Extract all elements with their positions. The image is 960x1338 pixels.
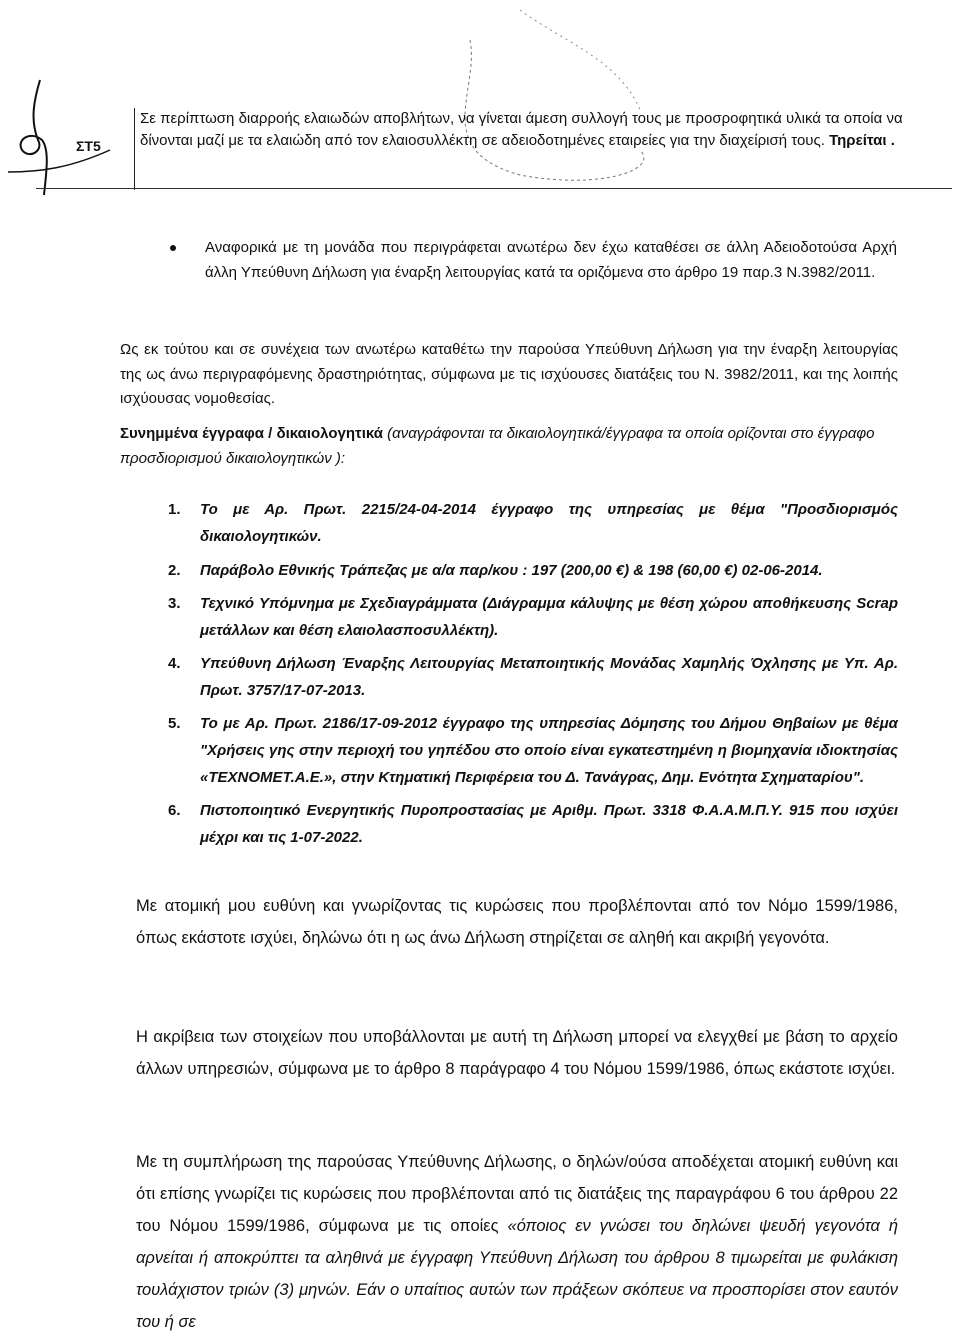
list-item [168,797,898,851]
list-item-number: 4. [168,655,181,672]
list-item-text: Υπεύθυνη Δήλωση Έναρξης Λειτουργίας Μεταποιητικής Μονάδας Χαμηλής Όχλησης με Υπ. Αρ. Πρωτ. 3757/17-07-2013. [200,655,898,699]
list-item-number: 6. [168,802,181,819]
list-item-number: 2. [168,562,181,579]
list-item-text: Πιστοποιητικό Ενεργητικής Πυροπροστασίας με Αριθμ. Πρωτ. 3318 Φ.Α.Α.Μ.Π.Υ. 915 που ισχύει μέχρι και τις 1-07-2022. [200,802,898,846]
bullet-text: Αναφορικά με τη μονάδα που περιγράφεται ανωτέρω δεν έχω καταθέσει σε άλλη Αδειοδοτούσα Αρχή άλλη Υπεύθυνη Δήλωση για έναρξη λειτουργίας κατά τα οριζόμενα στο άρθρο 19 παρ.3 Ν.3982/2011. [205,239,897,281]
section-code: ΣΤ5 [76,138,101,154]
table-divider [134,108,135,190]
header-status: Τηρείται . [829,132,895,149]
closing-paragraph-3-text: Με τη συμπλήρωση της παρούσας Υπεύθυνης Δήλωσης, ο δηλών/ούσα αποδέχεται ατομική ευθύνη και ότι επίσης γνωρίζει τις κυρώσεις που προβλέπονται από τις διατάξεις της παραγράφου 6 του άρθρου 22 του Νόμου 1599/1986, σύμφωνα με τις οποίες [136,1153,898,1235]
list-item-text: Τεχνικό Υπόμνημα με Σχεδιαγράμματα (Διάγραμμα κάλυψης με θέση χώρου αποθήκευσης Scrap μετάλλων και θέση ελαιολασποσυλλέκτη). [200,595,898,639]
list-item-number: 3. [168,595,181,612]
list-item [168,710,898,791]
header-text-body: Σε περίπτωση διαρροής ελαιωδών αποβλήτων, να γίνεται άμεση συλλογή τους με προσροφητικά υλικά τα οποία να δίνονται μαζί με τα ελαιώδη από τον ελαιοσυλλέκτη σε αδειοδοτημένες εταιρείες για την διαχείρισή τους. [140,110,903,149]
list-item [168,590,898,644]
attachments-list [168,496,898,851]
closing-paragraph-3-quote: «όποιος εν γνώσει του δηλώνει ψευδή γεγονότα ή αρνείται ή αποκρύπτει τα αληθινά με έγγραφη Υπεύθυνη Δήλωση του άρθρου 8 τιμωρείται με φυλάκιση τουλάχιστον τριών (3) μηνών. Εάν ο υπαίτιος αυτών των πράξεων σκόπευε να προσπορίσει στον εαυτόν του ή σε [136,1217,898,1331]
list-item [168,557,898,584]
list-item-text: Το με Αρ. Πρωτ. 2215/24-04-2014 έγγραφο της υπηρεσίας με θέμα "Προσδιορισμός δικαιολογητικών. [200,501,898,545]
list-item [168,496,898,550]
header-row [36,108,952,190]
declaration-paragraph: Ως εκ τούτου και σε συνέχεια των ανωτέρω καταθέτω την παρούσα Υπεύθυνη Δήλωση για την έναρξη λειτουργίας της ως άνω περιγραφόμενης δραστηριότητας, σύμφωνα με τις ισχύουσες διατάξεις του Ν. 3982/2011, και της λοιπής ισχύουσας νομοθεσίας. [120,341,898,407]
list-item-text: Το με Αρ. Πρωτ. 2186/17-09-2012 έγγραφο της υπηρεσίας Δόμησης του Δήμου Θηβαίων με θέμα "Χρήσεις γης στην περιοχή του γηπέδου στο οποίο είναι εγκατεστημένη η βιομηχανία ιδιοκτησίας «ΤΕΧΝΟΜΕΤ.Α.Ε.», στην Κτηματική Περιφέρεια του Δ. Τανάγρας, Δημ. Ενότητα Σχηματαρίου". [200,715,898,786]
attachments-heading [120,422,898,471]
list-item-number: 5. [168,715,181,732]
bullet-icon [170,245,176,251]
closing-paragraph-1: Με ατομική μου ευθύνη και γνωρίζοντας τις κυρώσεις που προβλέπονται από τον Νόμο 1599/1986, όπως εκάστοτε ισχύει, δηλώνω ότι η ως άνω Δήλωση στηρίζεται σε αληθή και ακριβή γεγονότα. [136,897,898,947]
list-item [168,650,898,704]
header-text [140,108,952,152]
list-item-text: Παράβολο Εθνικής Τράπεζας με α/α παρ/κου : 197 (200,00 €) & 198 (60,00 €) 02-06-2014. [200,562,823,579]
closing-paragraph-2: Η ακρίβεια των στοιχείων που υποβάλλονται με αυτή τη Δήλωση μπορεί να ελεγχθεί με βάση το αρχείο άλλων υπηρεσιών, σύμφωνα με το άρθρο 8 παράγραφο 4 του Νόμου 1599/1986, όπως εκάστοτε ισχύει. [136,1028,898,1078]
table-bottom-line [36,188,952,189]
attachments-title: Συνημμένα έγγραφα / δικαιολογητικά [120,425,383,442]
closing-paragraph-3 [136,1146,898,1338]
list-item-number: 1. [168,501,181,518]
attachments-note: (αναγράφονται τα δικαιολογητικά/έγγραφα τα οποία ορίζονται στο έγγραφο προσδιορισμού δικαιολογητικών ): [120,425,875,467]
